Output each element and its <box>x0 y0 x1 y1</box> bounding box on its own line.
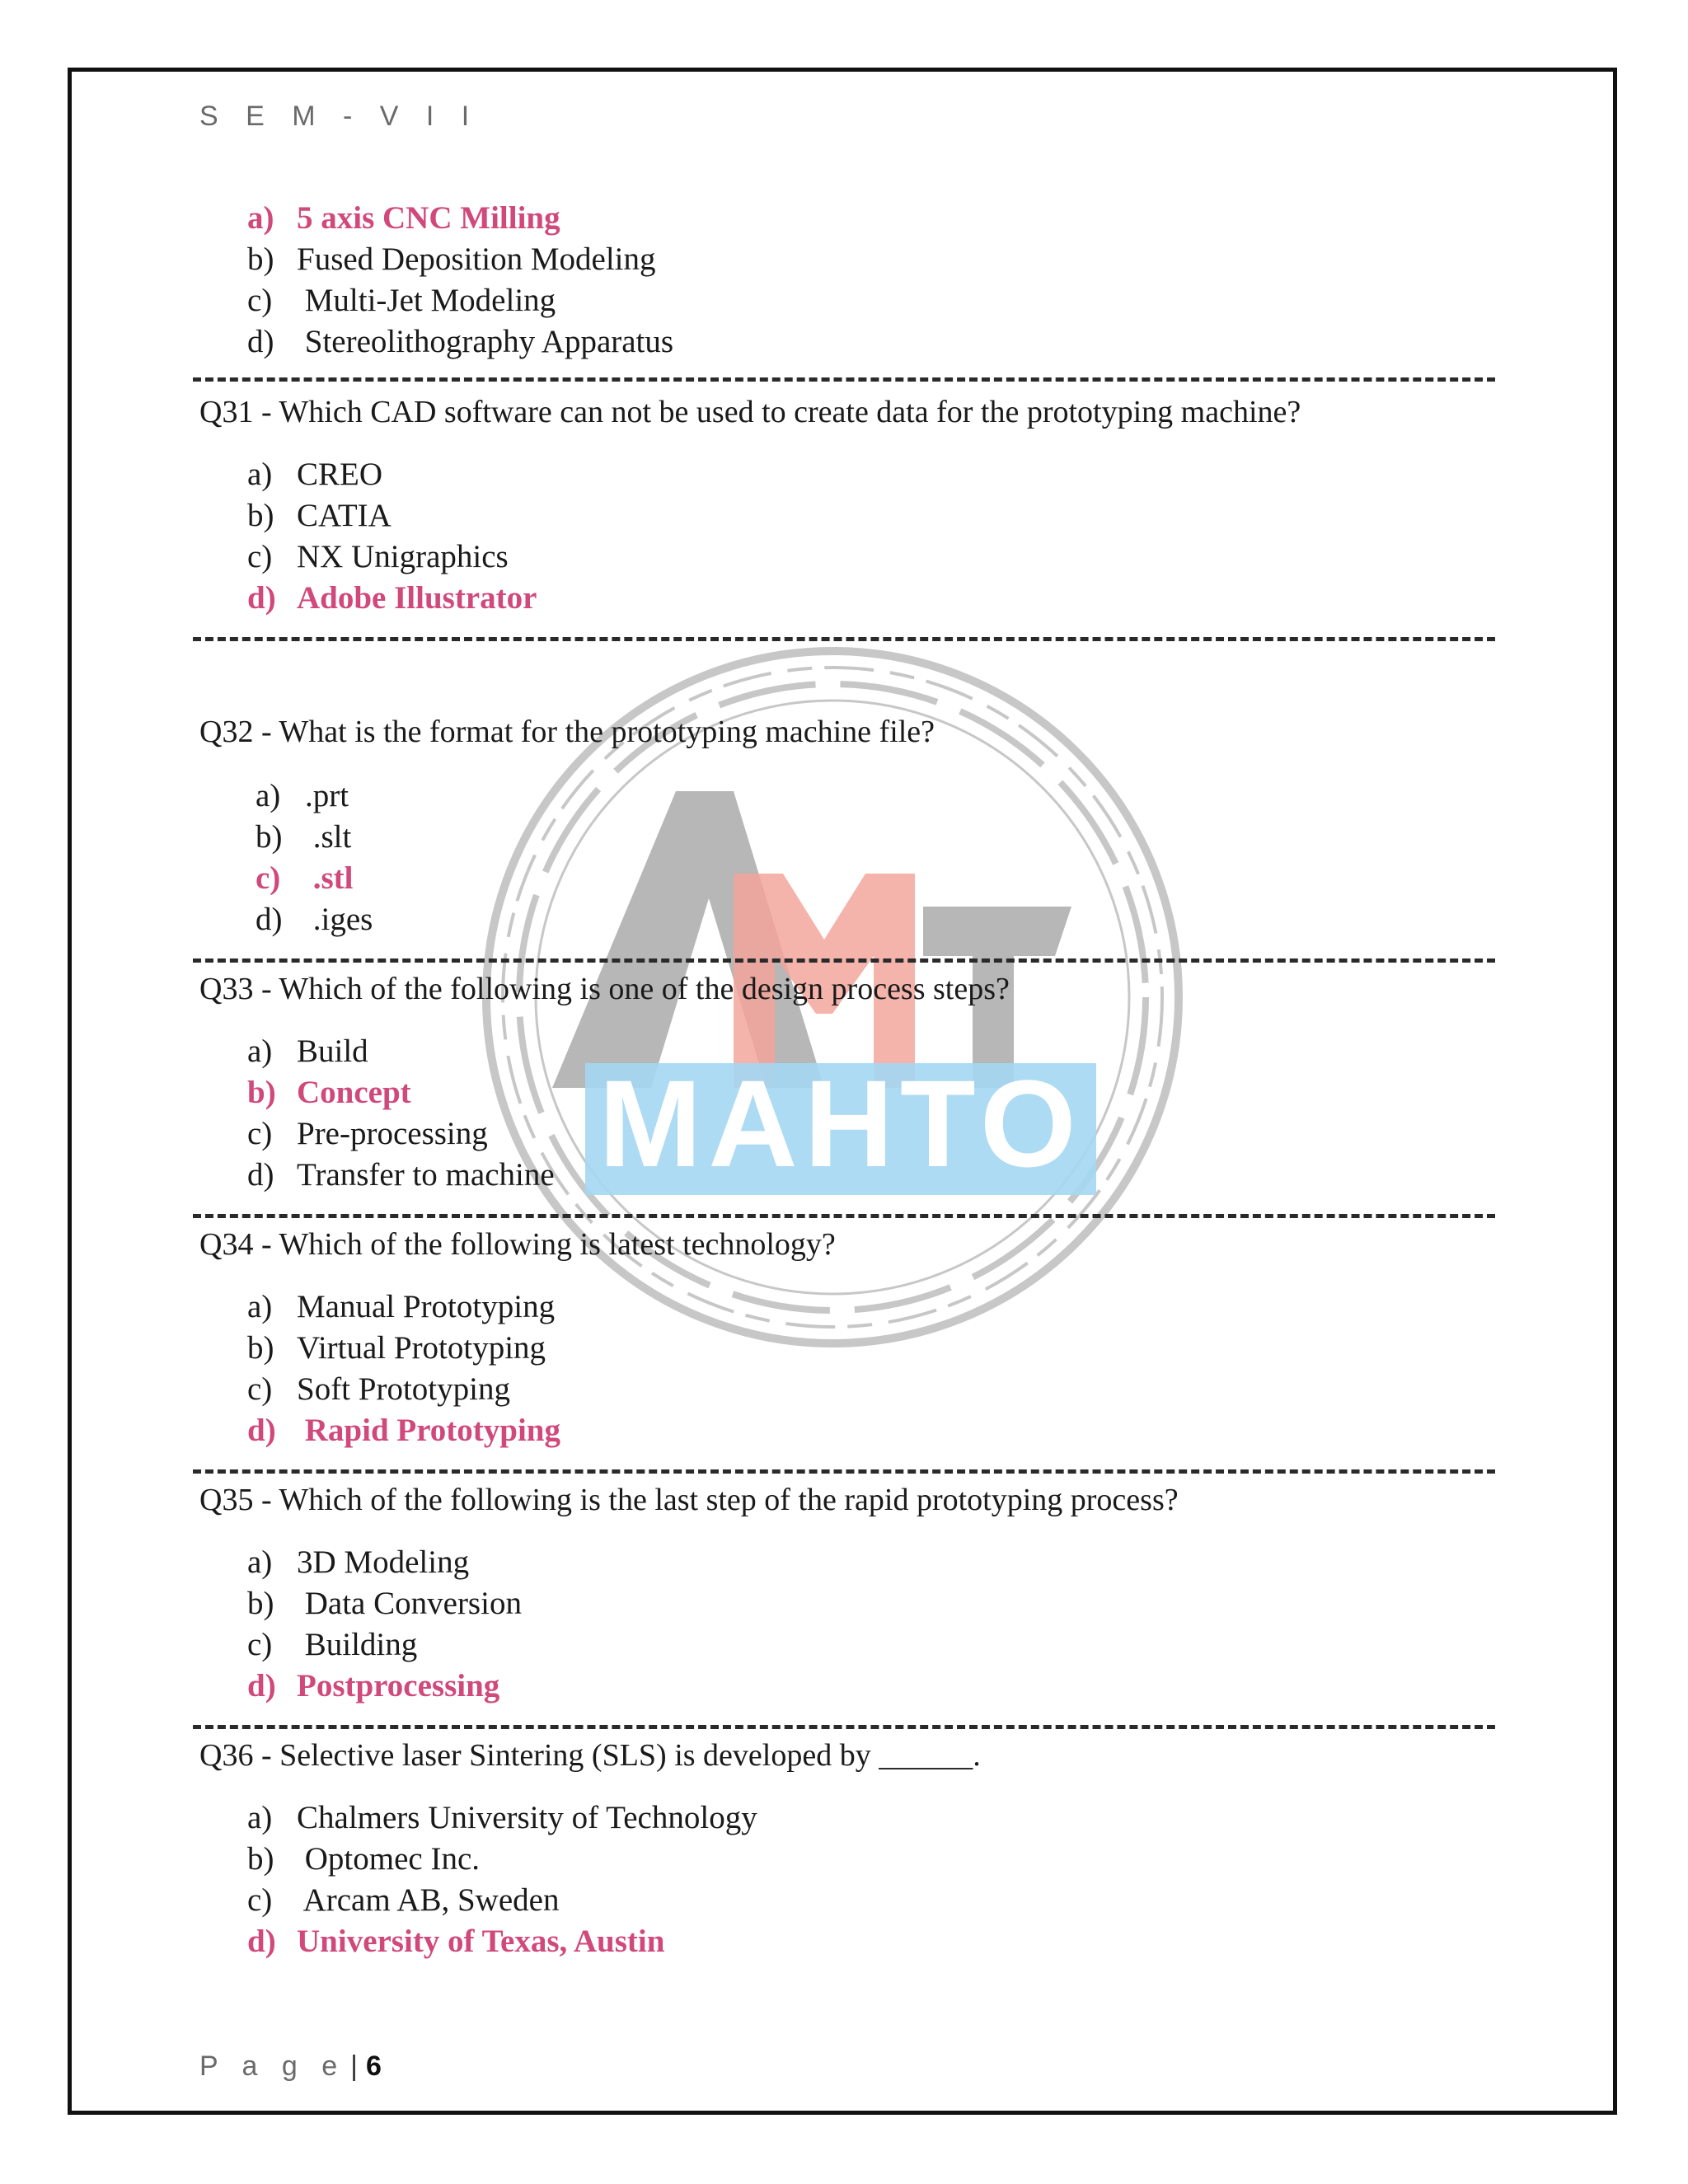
answer-option <box>247 323 673 360</box>
option-text: Chalmers University of Technology <box>297 1800 757 1835</box>
answer-option <box>247 1288 555 1325</box>
answer-option <box>247 241 656 278</box>
option-text: Multi-Jet Modeling <box>297 283 556 318</box>
option-letter: d) <box>247 1668 276 1704</box>
answer-option <box>247 1371 510 1408</box>
correct-answer-option <box>247 1667 499 1704</box>
option-text: Stereolithography Apparatus <box>297 324 674 359</box>
question-text: Q36 - Selective laser Sintering (SLS) is developed by ______. <box>199 1738 981 1773</box>
option-letter: d) <box>256 902 283 937</box>
option-letter: c) <box>247 1371 273 1407</box>
option-letter: d) <box>247 1924 276 1959</box>
option-text: Transfer to machine <box>297 1157 555 1193</box>
correct-answer-option <box>247 1074 411 1111</box>
watermark-text: MAHTO <box>598 1054 1083 1193</box>
dashed-separator <box>193 1725 1495 1729</box>
option-text: 3D Modeling <box>297 1544 470 1580</box>
correct-answer-option <box>247 1412 560 1449</box>
option-letter: a) <box>247 200 274 236</box>
dashed-separator <box>193 1469 1495 1474</box>
question-text: Q31 - Which CAD software can not be used to create data for the prototyping machine? <box>199 395 1301 429</box>
answer-option <box>256 901 373 938</box>
option-text: .stl <box>305 860 354 896</box>
option-letter: c) <box>247 1116 273 1151</box>
answer-option <box>247 1585 522 1622</box>
option-letter: d) <box>247 1157 274 1193</box>
dashed-separator <box>193 958 1495 963</box>
answer-option <box>247 538 509 575</box>
dashed-separator <box>193 377 1495 382</box>
option-letter: b) <box>247 1841 274 1877</box>
option-text: Building <box>297 1627 418 1662</box>
option-letter: b) <box>247 1075 276 1110</box>
option-letter: d) <box>247 1413 276 1448</box>
answer-option <box>247 1033 368 1070</box>
option-text: NX Unigraphics <box>297 539 509 574</box>
question-text: Q35 - Which of the following is the last step of the rapid prototyping process? <box>199 1483 1179 1517</box>
option-letter: c) <box>256 860 281 896</box>
page-header: S E M - V I I <box>199 101 480 132</box>
answer-option <box>247 1544 469 1581</box>
option-text: Build <box>297 1033 368 1069</box>
option-letter: c) <box>247 1882 273 1918</box>
option-text: Manual Prototyping <box>297 1289 556 1324</box>
option-text: Optomec Inc. <box>297 1841 481 1877</box>
option-letter: d) <box>247 324 274 359</box>
answer-option <box>247 1799 757 1836</box>
option-text: Postprocessing <box>297 1668 500 1704</box>
answer-option <box>247 282 556 319</box>
page-footer <box>199 2050 382 2083</box>
option-letter: a) <box>247 1800 273 1835</box>
option-letter: d) <box>247 580 276 616</box>
answer-option <box>247 1626 417 1663</box>
option-letter: c) <box>247 1627 273 1662</box>
option-letter: a) <box>247 457 273 492</box>
option-text: Rapid Prototyping <box>297 1413 560 1448</box>
page-number: 6 <box>365 2050 382 2082</box>
answer-option <box>247 1882 559 1919</box>
option-text: Adobe Illustrator <box>297 580 537 616</box>
correct-answer-option <box>247 579 537 616</box>
correct-answer-option <box>247 199 560 237</box>
option-text: CREO <box>297 457 383 492</box>
option-letter: b) <box>247 1586 274 1621</box>
option-text: Pre-processing <box>297 1116 488 1151</box>
answer-option <box>247 456 382 493</box>
answer-option <box>247 1329 546 1366</box>
option-text: Concept <box>297 1075 411 1110</box>
option-letter: a) <box>247 1033 273 1069</box>
answer-option <box>247 1115 488 1152</box>
answer-option <box>256 777 349 814</box>
answer-option <box>256 818 351 855</box>
option-text: Arcam AB, Sweden <box>297 1882 560 1918</box>
option-letter: a) <box>247 1544 273 1580</box>
option-text: .prt <box>305 778 349 813</box>
answer-option <box>247 1156 555 1193</box>
option-text: Virtual Prototyping <box>297 1330 546 1366</box>
option-text: .slt <box>305 819 352 855</box>
option-letter: b) <box>247 498 274 533</box>
option-text: .iges <box>305 902 373 937</box>
option-letter: b) <box>247 1330 274 1366</box>
question-text: Q33 - Which of the following is one of the design process steps? <box>199 972 1010 1006</box>
option-text: University of Texas, Austin <box>297 1924 665 1959</box>
option-text: Data Conversion <box>297 1586 522 1621</box>
footer-pipe: | <box>350 2050 358 2082</box>
option-letter: a) <box>256 778 281 813</box>
option-letter: b) <box>256 819 283 855</box>
option-letter: b) <box>247 241 274 277</box>
question-text: Q32 - What is the format for the prototyping machine file? <box>199 715 935 749</box>
option-text: Fused Deposition Modeling <box>297 241 656 277</box>
option-text: CATIA <box>297 498 392 533</box>
option-letter: c) <box>247 283 273 318</box>
option-text: 5 axis CNC Milling <box>297 200 560 236</box>
answer-option <box>247 497 392 534</box>
question-text: Q34 - Which of the following is latest technology? <box>199 1227 836 1262</box>
correct-answer-option <box>247 1923 664 1960</box>
dashed-separator <box>193 1214 1495 1218</box>
dashed-separator <box>193 637 1495 641</box>
correct-answer-option <box>256 860 354 897</box>
option-text: Soft Prototyping <box>297 1371 510 1407</box>
answer-option <box>247 1840 480 1877</box>
footer-page-label: P a g e <box>199 2050 346 2082</box>
option-letter: c) <box>247 539 273 574</box>
option-letter: a) <box>247 1289 273 1324</box>
